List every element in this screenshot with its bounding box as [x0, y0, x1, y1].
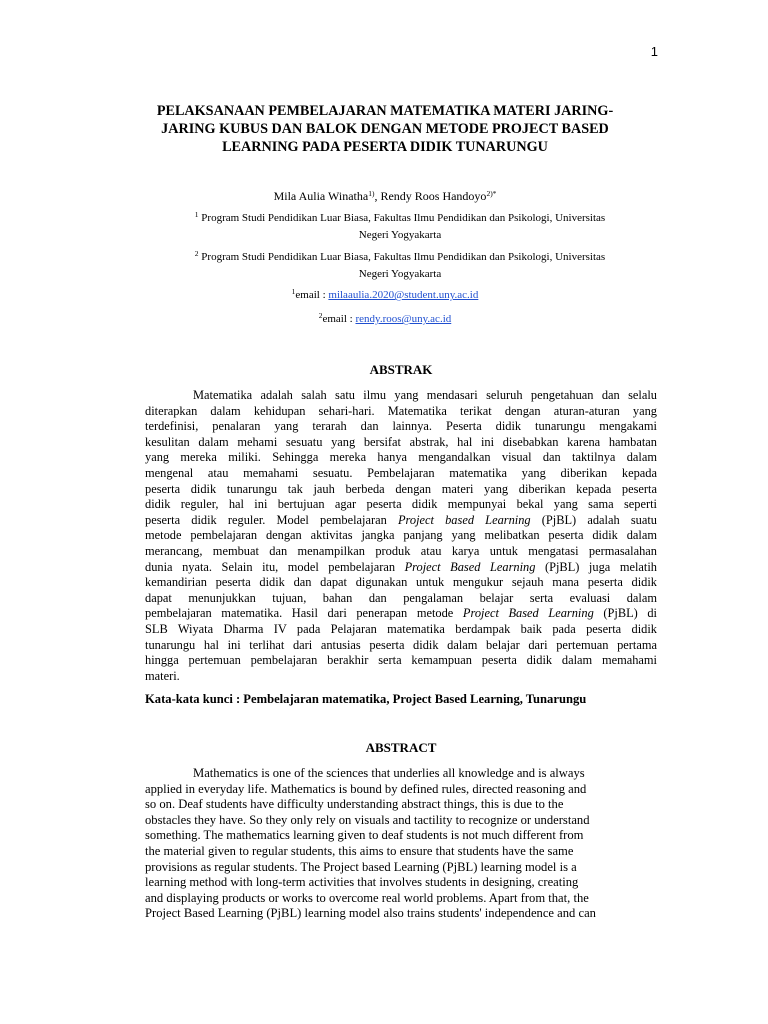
abstract-heading: ABSTRACT [365, 740, 437, 755]
title-line: JARING KUBUS DAN BALOK DENGAN METODE PROJECT BASED [161, 121, 609, 137]
abstrak-line: peserta didik reguler. Model pembelajaran Project based Learning (PjBL) adalah suatu [145, 512, 657, 527]
abstrak-line: SLB Wiyata Dharma IV pada Pelajaran matematika berdampak baik pada peserta didik [145, 621, 657, 636]
abstrak-line: hingga pertemuan pembelajaran berakhir serta kemampuan peserta didik dalam memahami [145, 653, 657, 668]
author-affiliation-mark: 1) [368, 189, 375, 198]
affiliation [150, 210, 650, 244]
abstrak-line: peserta didik tunarungu tak jauh berbeda dengan materi yang diberikan kepada peserta [145, 481, 657, 496]
author-email [140, 313, 630, 325]
abstrak-line: pembelajaran matematika. Hasil dari penerapan metode Project Based Learning (PjBL) di [145, 606, 657, 621]
keywords: Kata-kata kunci : Pembelajaran matematika, Project Based Learning, Tunarungu [145, 692, 587, 706]
abstract-body [145, 766, 657, 922]
title-line: PELAKSANAAN PEMBELAJARAN MATEMATIKA MATERI JARING- [156, 103, 614, 119]
affiliation [150, 249, 650, 283]
abstract-line: provisions as regular students. The Project based Learning (PjBL) learning model is a [145, 859, 577, 874]
abstrak-line: yang mereka miliki. Sehingga mereka hanya mengandalkan visual dan taktilnya dalam [145, 450, 657, 465]
abstrak-line: Matematika adalah salah satu ilmu yang mendasari seluruh pengetahuan dan selalu [193, 388, 657, 402]
author-list [140, 189, 630, 204]
abstrak-line: materi. [145, 668, 180, 683]
abstrak-line: tunarungu hal ini terlihat dari antusias peserta didik dalam belajar dari pertemuan pertama [145, 637, 657, 652]
email-link[interactable]: rendy.roos@uny.ac.id [355, 313, 452, 325]
email-mark: 2 [318, 311, 323, 320]
abstrak-heading: ABSTRAK [369, 362, 433, 377]
abstrak-line: kemandirian peserta didik dan dapat digunakan untuk mengukur sejauh mana peserta didik [145, 575, 657, 590]
abstract-line: Project Based Learning (PjBL) learning model also trains students' independence and can [145, 906, 596, 921]
affiliation-text: Negeri Yogyakarta [358, 268, 442, 280]
abstrak-line: dunia nyata. Selain itu, model pembelajaran Project Based Learning (PjBL) juga melatih [145, 559, 657, 574]
paper-title [140, 102, 630, 156]
abstrak-line: didik reguler, hal ini bertujuan agar peserta didik mempunyai bekal yang sama seperti [145, 497, 657, 512]
abstrak-body [145, 388, 657, 684]
email-label: email : [295, 289, 329, 301]
abstract-line: so on. Deaf students have difficulty understanding abstract things, this is due to the [145, 797, 564, 812]
abstrak-line: dapat menunjukkan tujuan, bahan dan pengalaman belajar serta evaluasi dalam [145, 590, 657, 605]
abstract-line: and displaying products or works to overcome real world problems. Apart from that, the [145, 890, 589, 905]
abstract-line: applied in everyday life. Mathematics is bound by defined rules, directed reasoning and [145, 781, 587, 796]
email-mark: 1 [291, 287, 296, 296]
abstract-line: learning method with long-term activities that involves students in designing, creating [145, 875, 579, 890]
affiliation-text: Program Studi Pendidikan Luar Biasa, Fakultas Ilmu Pendidikan dan Psikologi, Universitas [198, 212, 606, 224]
abstrak-line: merancang, membuat dan menampilkan produk atau karya untuk mengatasi permasalahan [145, 543, 657, 558]
abstrak-line: diterapkan dalam kehidupan sehari-hari. Matematika terikat dengan aturan-aturan yang [145, 403, 657, 418]
abstrak-line: mengenal atau memahami sesuatu. Pembelajaran matematika yang diberikan kepada [145, 465, 657, 480]
abstrak-line: metode pembelajaran dengan aktivitas jangka panjang yang melibatkan peserta didik dalam [145, 528, 657, 543]
abstract-line: something. The mathematics learning given to deaf students is not much different from [145, 828, 584, 843]
abstract-line: obstacles they have. So they only rely on visuals and tactility to recognize or understand [145, 812, 590, 827]
abstrak-line: terdefinisi, penalaran yang terarah dan lainnya. Peserta didik tunarungu mengakami [145, 419, 657, 434]
affiliation-text: Negeri Yogyakarta [358, 229, 442, 241]
title-line: LEARNING PADA PESERTA DIDIK TUNARUNGU [222, 139, 548, 155]
abstract-line: Mathematics is one of the sciences that underlies all knowledge and is always [193, 766, 585, 780]
abstract-line: the material given to regular students, this aims to ensure that students have the same [145, 843, 574, 858]
author-email [140, 289, 630, 301]
page-number: 1 [650, 44, 658, 59]
email-label: email : [322, 313, 356, 325]
author-separator: , [374, 189, 381, 203]
affiliation-mark: 2 [194, 249, 199, 258]
author-name: Rendy Roos Handoyo [380, 189, 487, 203]
affiliation-mark: 1 [194, 210, 199, 219]
abstrak-line: kesulitan dalam mehami sesuatu yang bersifat abstrak, hal ini disebabkan karena hambatan [145, 434, 657, 449]
author-name: Mila Aulia Winatha [273, 189, 369, 203]
affiliation-text: Program Studi Pendidikan Luar Biasa, Fakultas Ilmu Pendidikan dan Psikologi, Universitas [198, 251, 606, 263]
email-link[interactable]: milaaulia.2020@student.uny.ac.id [328, 289, 479, 301]
author-affiliation-mark: 2)* [486, 189, 497, 198]
